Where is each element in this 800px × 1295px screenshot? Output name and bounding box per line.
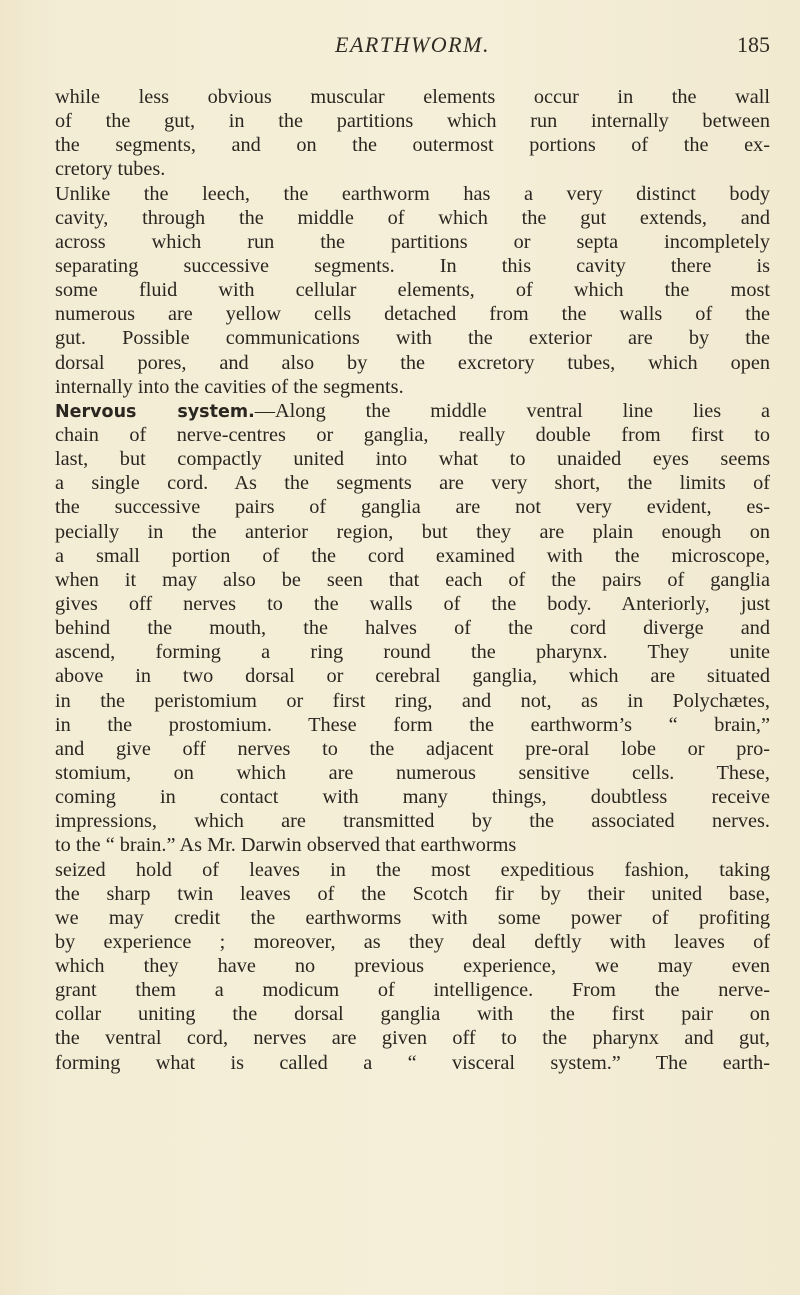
line-text: cavity, through the middle of which the gut extends, and bbox=[55, 206, 770, 229]
line-text: a single cord. As the segments are very short, the limits of bbox=[55, 472, 770, 495]
line-text: gives off nerves to the walls of the body. Anteriorly, just bbox=[55, 592, 770, 615]
line-text: a small portion of the cord examined with the microscope, bbox=[55, 544, 770, 567]
text-line bbox=[55, 640, 770, 664]
line-text: we may credit the earthworms with some power of profiting bbox=[55, 906, 770, 929]
line-text: gut. Possible communications with the exterior are by the bbox=[55, 327, 770, 350]
text-line bbox=[55, 978, 770, 1002]
line-text: to the “ brain.” As Mr. Darwin observed that earthworms bbox=[55, 834, 517, 857]
line-text: in the prostomium. These form the earthworm’s “ brain,” bbox=[55, 713, 770, 736]
line-text: of the gut, in the partitions which run internally between bbox=[55, 110, 770, 133]
text-line bbox=[55, 544, 770, 568]
page-number: 185 bbox=[737, 32, 770, 57]
line-text: last, but compactly united into what to unaided eyes seems bbox=[55, 448, 770, 471]
text-line bbox=[55, 230, 770, 254]
text-line bbox=[55, 520, 770, 544]
line-text: pecially in the anterior region, but they are plain enough on bbox=[55, 520, 770, 543]
line-text: dorsal pores, and also by the excretory tubes, which open bbox=[55, 351, 770, 374]
line-text: and give off nerves to the adjacent pre-oral lobe or pro- bbox=[55, 737, 770, 760]
text-line bbox=[55, 471, 770, 495]
text-line bbox=[55, 858, 770, 882]
line-text: by experience ; moreover, as they deal deftly with leaves of bbox=[55, 930, 770, 953]
text-line bbox=[55, 809, 770, 833]
text-line bbox=[55, 1026, 770, 1050]
text-line bbox=[55, 737, 770, 761]
text-line bbox=[55, 326, 770, 350]
line-text: collar uniting the dorsal ganglia with the first pair on bbox=[55, 1003, 770, 1026]
line-text: above in two dorsal or cerebral ganglia, which are situated bbox=[55, 665, 770, 688]
line-text: the segments, and on the outermost portions of the ex- bbox=[55, 134, 770, 157]
section-heading: Nervous system. bbox=[55, 401, 255, 422]
text-line bbox=[55, 930, 770, 954]
text-line bbox=[55, 713, 770, 737]
line-text: impressions, which are transmitted by the associated nerves. bbox=[55, 810, 770, 833]
text-line bbox=[55, 833, 770, 857]
text-line bbox=[55, 495, 770, 519]
text-line bbox=[55, 423, 770, 447]
text-line bbox=[55, 664, 770, 688]
line-text: some fluid with cellular elements, of which the most bbox=[55, 279, 770, 302]
line-text: across which run the partitions or septa incompletely bbox=[55, 230, 770, 253]
body-text bbox=[55, 85, 770, 1075]
text-line bbox=[55, 157, 770, 181]
line-text: while less obvious muscular elements occur in the wall bbox=[55, 86, 770, 108]
text-line bbox=[55, 616, 770, 640]
line-text: separating successive segments. In this cavity there is bbox=[55, 254, 770, 277]
text-line bbox=[55, 254, 770, 278]
text-line bbox=[55, 302, 770, 326]
line-text: Unlike the leech, the earthworm has a very distinct body bbox=[55, 182, 770, 205]
text-line bbox=[55, 761, 770, 785]
text-line bbox=[55, 85, 770, 109]
line-text: chain of nerve-centres or ganglia, really double from first to bbox=[55, 423, 770, 446]
line-text: stomium, on which are numerous sensitive cells. These, bbox=[55, 761, 770, 784]
text-line bbox=[55, 785, 770, 809]
text-line bbox=[55, 109, 770, 133]
text-line bbox=[55, 954, 770, 978]
text-line bbox=[55, 689, 770, 713]
line-text: internally into the cavities of the segments. bbox=[55, 375, 404, 398]
line-text: when it may also be seen that each of the pairs of ganglia bbox=[55, 568, 770, 591]
line-text: ascend, forming a ring round the pharynx. They unite bbox=[55, 641, 770, 664]
text-line bbox=[55, 568, 770, 592]
line-text: forming what is called a “ visceral system.” The earth- bbox=[55, 1051, 770, 1074]
text-line bbox=[55, 592, 770, 616]
line-text: the ventral cord, nerves are given off to the pharynx and gut, bbox=[55, 1027, 770, 1050]
line-text: —Along the middle ventral line lies a bbox=[254, 399, 770, 422]
text-line bbox=[55, 278, 770, 302]
text-line bbox=[55, 399, 770, 423]
line-text: numerous are yellow cells detached from the walls of the bbox=[55, 303, 770, 326]
text-line bbox=[55, 447, 770, 471]
line-text: in the peristomium or first ring, and not, as in Polychætes, bbox=[55, 689, 770, 712]
line-text: which they have no previous experience, we may even bbox=[55, 955, 770, 978]
text-line bbox=[55, 182, 770, 206]
line-text: cretory tubes. bbox=[55, 158, 166, 181]
line-text: the successive pairs of ganglia are not very evident, es- bbox=[55, 496, 770, 519]
line-text: seized hold of leaves in the most expeditious fashion, taking bbox=[55, 858, 770, 881]
text-line bbox=[55, 351, 770, 375]
line-text: the sharp twin leaves of the Scotch fir by their united base, bbox=[55, 882, 770, 905]
text-line bbox=[55, 906, 770, 930]
text-line bbox=[55, 206, 770, 230]
line-text: behind the mouth, the halves of the cord diverge and bbox=[55, 617, 770, 640]
line-text: grant them a modicum of intelligence. From the nerve- bbox=[55, 979, 770, 1002]
text-line bbox=[55, 133, 770, 157]
text-line bbox=[55, 1002, 770, 1026]
text-line bbox=[55, 375, 770, 399]
running-title: EARTHWORM. bbox=[335, 32, 490, 57]
text-line bbox=[55, 882, 770, 906]
text-line bbox=[55, 1051, 770, 1075]
line-text: coming in contact with many things, doubtless receive bbox=[55, 786, 770, 809]
running-head bbox=[55, 32, 770, 66]
